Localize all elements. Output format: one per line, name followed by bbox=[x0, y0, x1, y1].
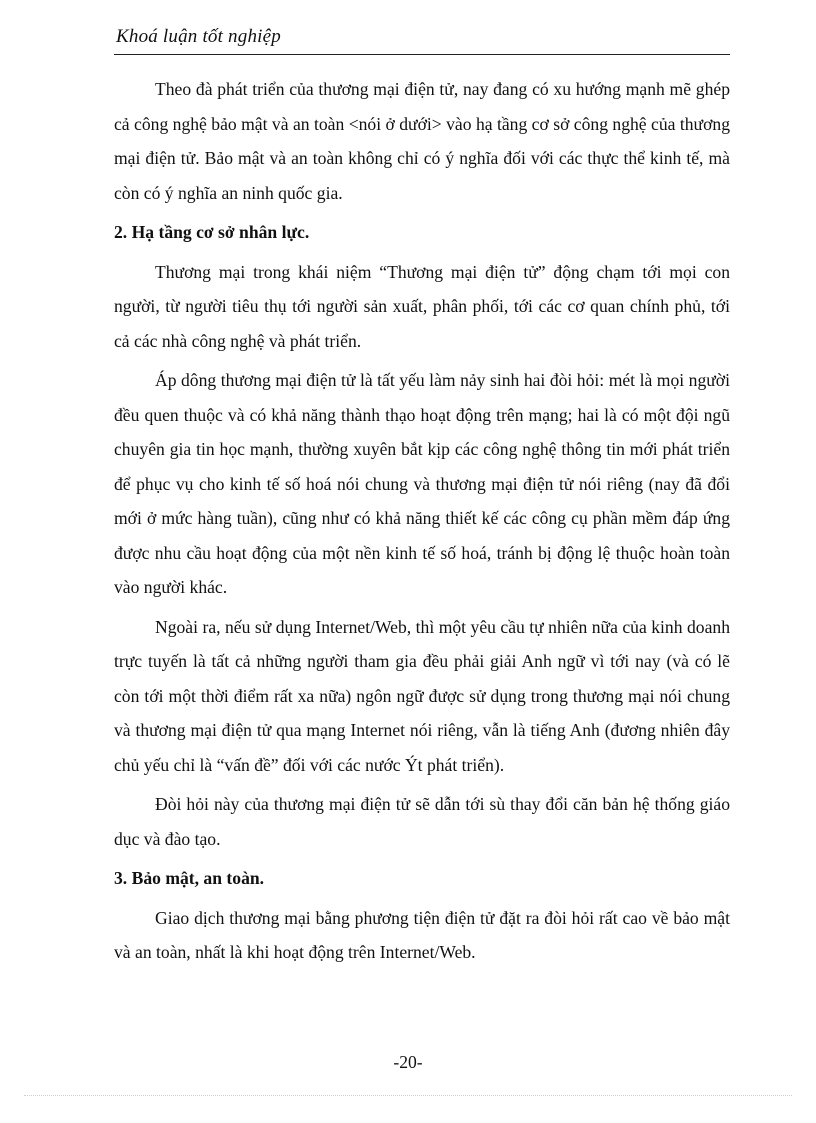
paragraph-education-change: Đòi hỏi này của thương mại điện tử sẽ dẫn tới sù thay đổi căn bản hệ thống giáo dục và đào tạo. bbox=[114, 794, 730, 849]
page-header bbox=[114, 24, 730, 55]
page-number: -20- bbox=[393, 1052, 423, 1072]
paragraph-two-requirements: Áp dông thương mại điện tử là tất yếu làm nảy sinh hai đòi hỏi: mét là mọi người đều quen thuộc và có khả năng thành thạo hoạt động trên mạng; hai là có một đội ngũ chuyên gia tin học mạnh, thường xuyên bắt kịp các công nghệ thông tin mới phát triển để phục vụ cho kinh tế số hoá nói chung và thương mại điện tử nói riêng (nay đã đổi mới ở mức hàng tuần), cũng như có khả năng thiết kế các công cụ phần mềm đáp ứng được nhu cầu hoạt động của một nền kinh tế số hoá, tránh bị động lệ thuộc hoàn toàn vào người khác. bbox=[114, 370, 730, 597]
paragraph-ecommerce-security-trend: Theo đà phát triển của thương mại điện tử, nay đang có xu hướng mạnh mẽ ghép cả công nghệ bảo mật và an toàn <nói ở dưới> vào hạ tầng cơ sở công nghệ của thương mại điện tử. Bảo mật và an toàn không chỉ có ý nghĩa đối với các thực thể kinh tế, mà còn có ý nghĩa an ninh quốc gia. bbox=[114, 79, 730, 203]
page-bottom-divider bbox=[24, 1095, 792, 1096]
paragraph-english-requirement: Ngoài ra, nếu sử dụng Internet/Web, thì một yêu cầu tự nhiên nữa của kinh doanh trực tuyến là tất cả những người tham gia đều phải giải Anh ngữ vì tới nay (và có lẽ còn tới một thời điểm rất xa nữa) ngôn ngữ được sử dụng trong thương mại nói chung và thương mại điện tử qua mạng Internet nói riêng, vẫn là tiếng Anh (đương nhiên đây chủ yếu chỉ là “vấn đề” đối với các nước Ýt phát triển). bbox=[114, 616, 730, 775]
paragraph-security-demands: Giao dịch thương mại bằng phương tiện điện tử đặt ra đòi hỏi rất cao về bảo mật và an toàn, nhất là khi hoạt động trên Internet/Web. bbox=[114, 907, 730, 962]
section-heading-human-infrastructure: 2. Hạ tầng cơ sở nhân lực. bbox=[114, 222, 310, 242]
document-body bbox=[114, 72, 730, 970]
header-title: Khoá luận tốt nghiệp bbox=[116, 26, 281, 47]
section-heading-security-safety: 3. Bảo mật, an toàn. bbox=[114, 868, 265, 888]
paragraph-commerce-concept: Thương mại trong khái niệm “Thương mại điện tử” động chạm tới mọi con người, từ người tiêu thụ tới người sản xuất, phân phối, tới các cơ quan chính phủ, tới cả các nhà công nghệ và phát triển. bbox=[114, 261, 730, 351]
